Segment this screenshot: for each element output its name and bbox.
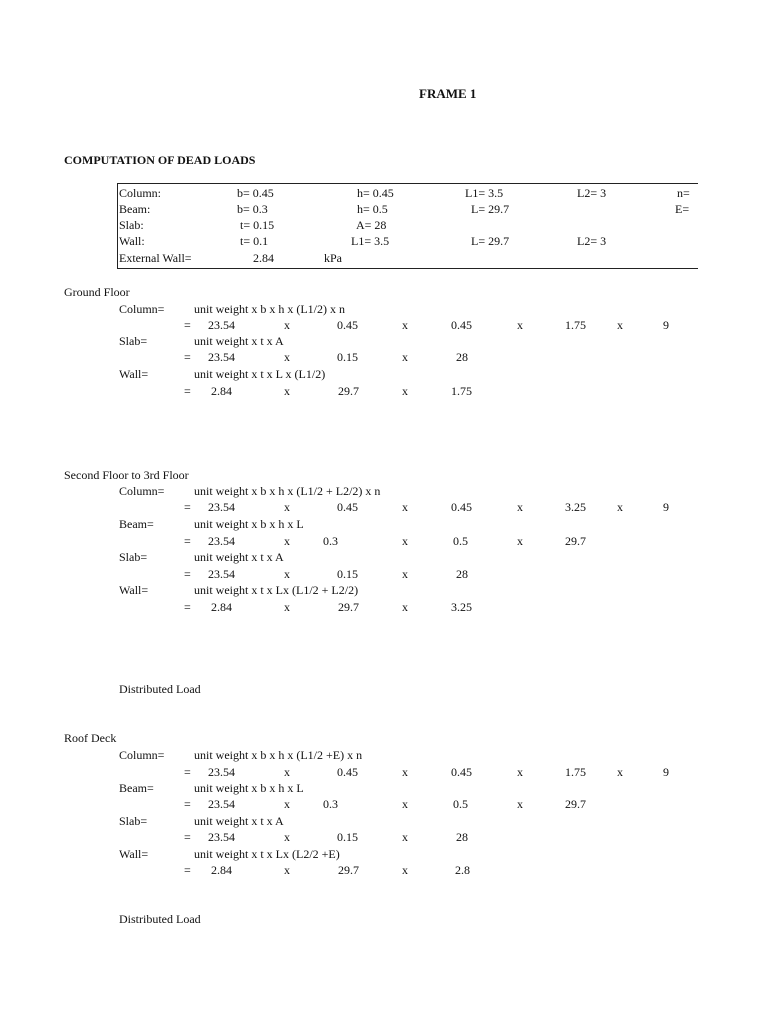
times-sign: x bbox=[402, 765, 408, 779]
param-beam-e: E= bbox=[675, 202, 690, 216]
times-sign: x bbox=[402, 534, 408, 548]
param-slab-label: Slab: bbox=[119, 218, 144, 232]
value: 3.25 bbox=[565, 500, 586, 514]
equals-sign: = bbox=[184, 797, 191, 811]
roof-slab-formula: unit weight x t x A bbox=[194, 814, 284, 828]
value: 0.45 bbox=[451, 318, 472, 332]
value: 0.15 bbox=[337, 830, 358, 844]
times-sign: x bbox=[517, 500, 523, 514]
param-column-b: b= 0.45 bbox=[237, 186, 274, 200]
roof-distributed-load: Distributed Load bbox=[119, 912, 201, 926]
parameter-table bbox=[117, 183, 698, 269]
value: 23.54 bbox=[208, 830, 235, 844]
roof-slab-label: Slab= bbox=[119, 814, 148, 828]
value: 0.15 bbox=[337, 350, 358, 364]
value: 29.7 bbox=[565, 534, 586, 548]
times-sign: x bbox=[617, 318, 623, 332]
value: 2.8 bbox=[455, 863, 470, 877]
param-slab-a: A= 28 bbox=[356, 218, 387, 232]
value: 23.54 bbox=[208, 797, 235, 811]
value: 1.75 bbox=[565, 765, 586, 779]
equals-sign: = bbox=[184, 534, 191, 548]
value: 0.45 bbox=[451, 500, 472, 514]
equals-sign: = bbox=[184, 567, 191, 581]
value: 23.54 bbox=[208, 765, 235, 779]
times-sign: x bbox=[517, 534, 523, 548]
times-sign: x bbox=[284, 567, 290, 581]
param-wall-l1: L1= 3.5 bbox=[351, 234, 390, 248]
value: 2.84 bbox=[211, 600, 232, 614]
second-beam-formula: unit weight x b x h x L bbox=[194, 517, 304, 531]
value: 0.45 bbox=[337, 765, 358, 779]
param-ext-unit: kPa bbox=[324, 251, 342, 265]
second-slab-label: Slab= bbox=[119, 550, 148, 564]
value: 0.45 bbox=[451, 765, 472, 779]
second-beam-label: Beam= bbox=[119, 517, 154, 531]
equals-sign: = bbox=[184, 830, 191, 844]
value: 0.3 bbox=[323, 534, 338, 548]
value: 28 bbox=[456, 830, 468, 844]
roof-wall-formula: unit weight x t x Lx (L2/2 +E) bbox=[194, 847, 340, 861]
value: 0.15 bbox=[337, 567, 358, 581]
times-sign: x bbox=[402, 384, 408, 398]
value: 0.5 bbox=[453, 534, 468, 548]
param-wall-label: Wall: bbox=[119, 234, 145, 248]
value: 28 bbox=[456, 567, 468, 581]
value: 9 bbox=[663, 500, 669, 514]
times-sign: x bbox=[284, 765, 290, 779]
param-beam-h: h= 0.5 bbox=[357, 202, 388, 216]
ground-column-formula: unit weight x b x h x (L1/2) x n bbox=[194, 302, 345, 316]
times-sign: x bbox=[402, 500, 408, 514]
equals-sign: = bbox=[184, 384, 191, 398]
value: 2.84 bbox=[211, 863, 232, 877]
times-sign: x bbox=[402, 600, 408, 614]
equals-sign: = bbox=[184, 318, 191, 332]
times-sign: x bbox=[402, 830, 408, 844]
value: 23.54 bbox=[208, 350, 235, 364]
equals-sign: = bbox=[184, 600, 191, 614]
times-sign: x bbox=[402, 350, 408, 364]
ground-slab-formula: unit weight x t x A bbox=[194, 334, 284, 348]
ground-slab-label: Slab= bbox=[119, 334, 148, 348]
param-column-l2: L2= 3 bbox=[577, 186, 607, 200]
times-sign: x bbox=[517, 318, 523, 332]
value: 0.5 bbox=[453, 797, 468, 811]
roof-wall-label: Wall= bbox=[119, 847, 149, 861]
value: 2.84 bbox=[211, 384, 232, 398]
value: 29.7 bbox=[338, 863, 359, 877]
param-wall-t: t= 0.1 bbox=[240, 234, 269, 248]
times-sign: x bbox=[284, 384, 290, 398]
param-beam-l: L= 29.7 bbox=[471, 202, 510, 216]
section-heading: COMPUTATION OF DEAD LOADS bbox=[64, 153, 256, 167]
param-beam-b: b= 0.3 bbox=[237, 202, 268, 216]
param-column-n: n= bbox=[677, 186, 690, 200]
times-sign: x bbox=[617, 765, 623, 779]
times-sign: x bbox=[284, 830, 290, 844]
value: 0.45 bbox=[337, 318, 358, 332]
second-column-formula: unit weight x b x h x (L1/2 + L2/2) x n bbox=[194, 484, 381, 498]
times-sign: x bbox=[284, 797, 290, 811]
value: 29.7 bbox=[565, 797, 586, 811]
value: 29.7 bbox=[338, 384, 359, 398]
roof-deck-title: Roof Deck bbox=[64, 731, 117, 745]
times-sign: x bbox=[617, 500, 623, 514]
times-sign: x bbox=[284, 318, 290, 332]
param-column-label: Column: bbox=[119, 186, 162, 200]
second-wall-label: Wall= bbox=[119, 583, 149, 597]
second-distributed-load: Distributed Load bbox=[119, 682, 201, 696]
param-ext-label: External Wall= bbox=[119, 251, 192, 265]
second-floor-title: Second Floor to 3rd Floor bbox=[64, 468, 189, 482]
value: 0.45 bbox=[337, 500, 358, 514]
ground-wall-formula: unit weight x t x L x (L1/2) bbox=[194, 367, 326, 381]
ground-floor-title: Ground Floor bbox=[64, 285, 130, 299]
roof-beam-label: Beam= bbox=[119, 781, 154, 795]
value: 9 bbox=[663, 765, 669, 779]
ground-wall-label: Wall= bbox=[119, 367, 149, 381]
value: 9 bbox=[663, 318, 669, 332]
times-sign: x bbox=[402, 567, 408, 581]
param-column-h: h= 0.45 bbox=[357, 186, 394, 200]
times-sign: x bbox=[284, 500, 290, 514]
value: 29.7 bbox=[338, 600, 359, 614]
times-sign: x bbox=[284, 600, 290, 614]
param-column-l1: L1= 3.5 bbox=[465, 186, 504, 200]
times-sign: x bbox=[402, 318, 408, 332]
equals-sign: = bbox=[184, 500, 191, 514]
times-sign: x bbox=[284, 534, 290, 548]
value: 23.54 bbox=[208, 318, 235, 332]
roof-column-formula: unit weight x b x h x (L1/2 +E) x n bbox=[194, 748, 363, 762]
roof-column-label: Column= bbox=[119, 748, 165, 762]
times-sign: x bbox=[284, 350, 290, 364]
times-sign: x bbox=[402, 863, 408, 877]
value: 3.25 bbox=[451, 600, 472, 614]
param-beam-label: Beam: bbox=[119, 202, 151, 216]
value: 23.54 bbox=[208, 567, 235, 581]
second-wall-formula: unit weight x t x Lx (L1/2 + L2/2) bbox=[194, 583, 359, 597]
value: 1.75 bbox=[451, 384, 472, 398]
param-slab-t: t= 0.15 bbox=[240, 218, 275, 232]
ground-column-label: Column= bbox=[119, 302, 165, 316]
roof-beam-formula: unit weight x b x h x L bbox=[194, 781, 304, 795]
param-wall-l: L= 29.7 bbox=[471, 234, 510, 248]
second-column-label: Column= bbox=[119, 484, 165, 498]
equals-sign: = bbox=[184, 863, 191, 877]
times-sign: x bbox=[284, 863, 290, 877]
value: 1.75 bbox=[565, 318, 586, 332]
value: 23.54 bbox=[208, 534, 235, 548]
page-title: FRAME 1 bbox=[419, 86, 477, 101]
times-sign: x bbox=[517, 765, 523, 779]
times-sign: x bbox=[402, 797, 408, 811]
value: 28 bbox=[456, 350, 468, 364]
times-sign: x bbox=[517, 797, 523, 811]
equals-sign: = bbox=[184, 765, 191, 779]
param-wall-l2: L2= 3 bbox=[577, 234, 607, 248]
value: 23.54 bbox=[208, 500, 235, 514]
second-slab-formula: unit weight x t x A bbox=[194, 550, 284, 564]
param-ext-value: 2.84 bbox=[253, 251, 274, 265]
equals-sign: = bbox=[184, 350, 191, 364]
value: 0.3 bbox=[323, 797, 338, 811]
